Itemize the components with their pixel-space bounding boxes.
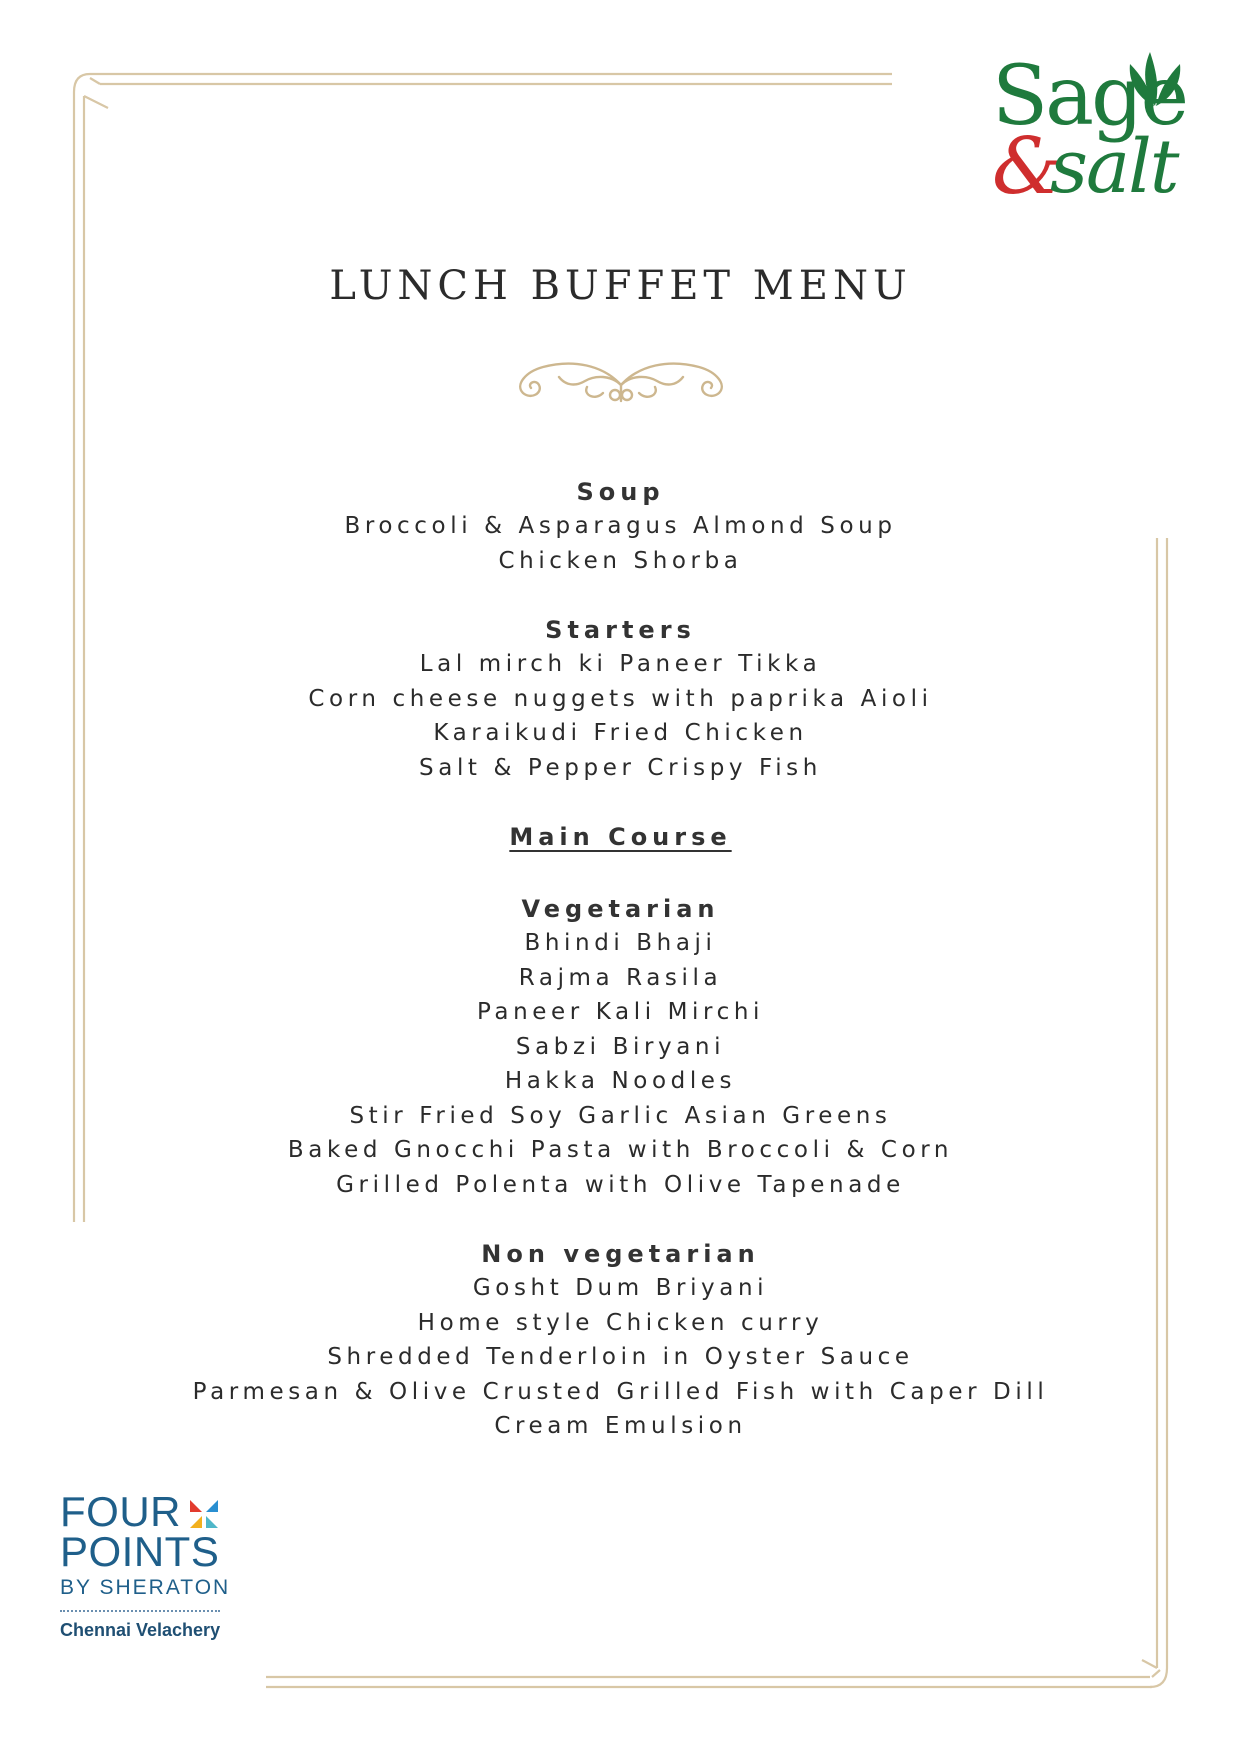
section-non-vegetarian <box>0 1237 1241 1444</box>
menu-item: Broccoli & Asparagus Almond Soup <box>344 513 897 539</box>
menu-item: Corn cheese nuggets with paprika Aioli <box>308 685 933 712</box>
logo-text-four: FOUR <box>60 1488 181 1535</box>
menu-body <box>0 475 1241 1444</box>
logo-ampersand: & <box>992 122 1062 212</box>
menu-item: Salt & Pepper Crispy Fish <box>419 754 822 781</box>
section-heading-vegetarian: Vegetarian <box>521 895 720 923</box>
menu-item: Paneer Kali Mirchi <box>476 999 765 1025</box>
location-label: Chennai Velachery <box>60 1620 221 1640</box>
section-heading-starters: Starters <box>545 616 696 644</box>
logo-line-points: POINTS <box>60 1528 220 1575</box>
menu-item: Rajma Rasila <box>518 964 723 991</box>
menu-item: Parmesan & Olive Crusted Grilled Fish with Caper Dill <box>192 1378 1049 1405</box>
section-heading-main-course: Main Course <box>509 823 732 851</box>
logo-word-sage: Sage <box>992 49 1187 144</box>
logo-line-four <box>60 1488 250 1535</box>
sage-and-salt-logo <box>992 40 1202 215</box>
menu-item: Hakka Noodles <box>504 1068 737 1094</box>
menu-item: Cream Emulsion <box>494 1413 747 1439</box>
menu-item: Sabzi Biryani <box>515 1033 726 1060</box>
section-vegetarian <box>0 892 1241 1202</box>
section-heading-non-vegetarian: Non vegetarian <box>481 1240 760 1268</box>
section-starters <box>0 613 1241 785</box>
section-soup <box>0 475 1241 578</box>
menu-item: Chicken Shorba <box>498 547 743 574</box>
menu-item: Shredded Tenderloin in Oyster Sauce <box>327 1344 914 1370</box>
menu-item: Bhindi Bhaji <box>524 930 717 956</box>
menu-item: Baked Gnocchi Pasta with Broccoli & Corn <box>287 1137 954 1163</box>
menu-item: Grilled Polenta with Olive Tapenade <box>336 1171 905 1198</box>
logo-word-salt: salt <box>1050 124 1178 210</box>
pinwheel-icon <box>186 1496 222 1532</box>
ornament-flourish-icon <box>503 345 739 403</box>
logo-line-by-sheraton: BY SHERATON <box>60 1576 231 1599</box>
menu-item: Gosht Dum Briyani <box>472 1275 769 1301</box>
menu-item: Karaikudi Fried Chicken <box>433 720 808 746</box>
menu-item: Lal mirch ki Paneer Tikka <box>419 651 822 677</box>
section-main-course <box>0 820 1241 854</box>
menu-title: LUNCH BUFFET MENU <box>329 263 912 309</box>
dotted-divider <box>60 1610 220 1612</box>
menu-item: Home style Chicken curry <box>417 1309 824 1336</box>
four-points-logo <box>60 1488 250 1641</box>
menu-item: Stir Fried Soy Garlic Asian Greens <box>349 1102 892 1129</box>
section-heading-soup: Soup <box>576 478 665 506</box>
